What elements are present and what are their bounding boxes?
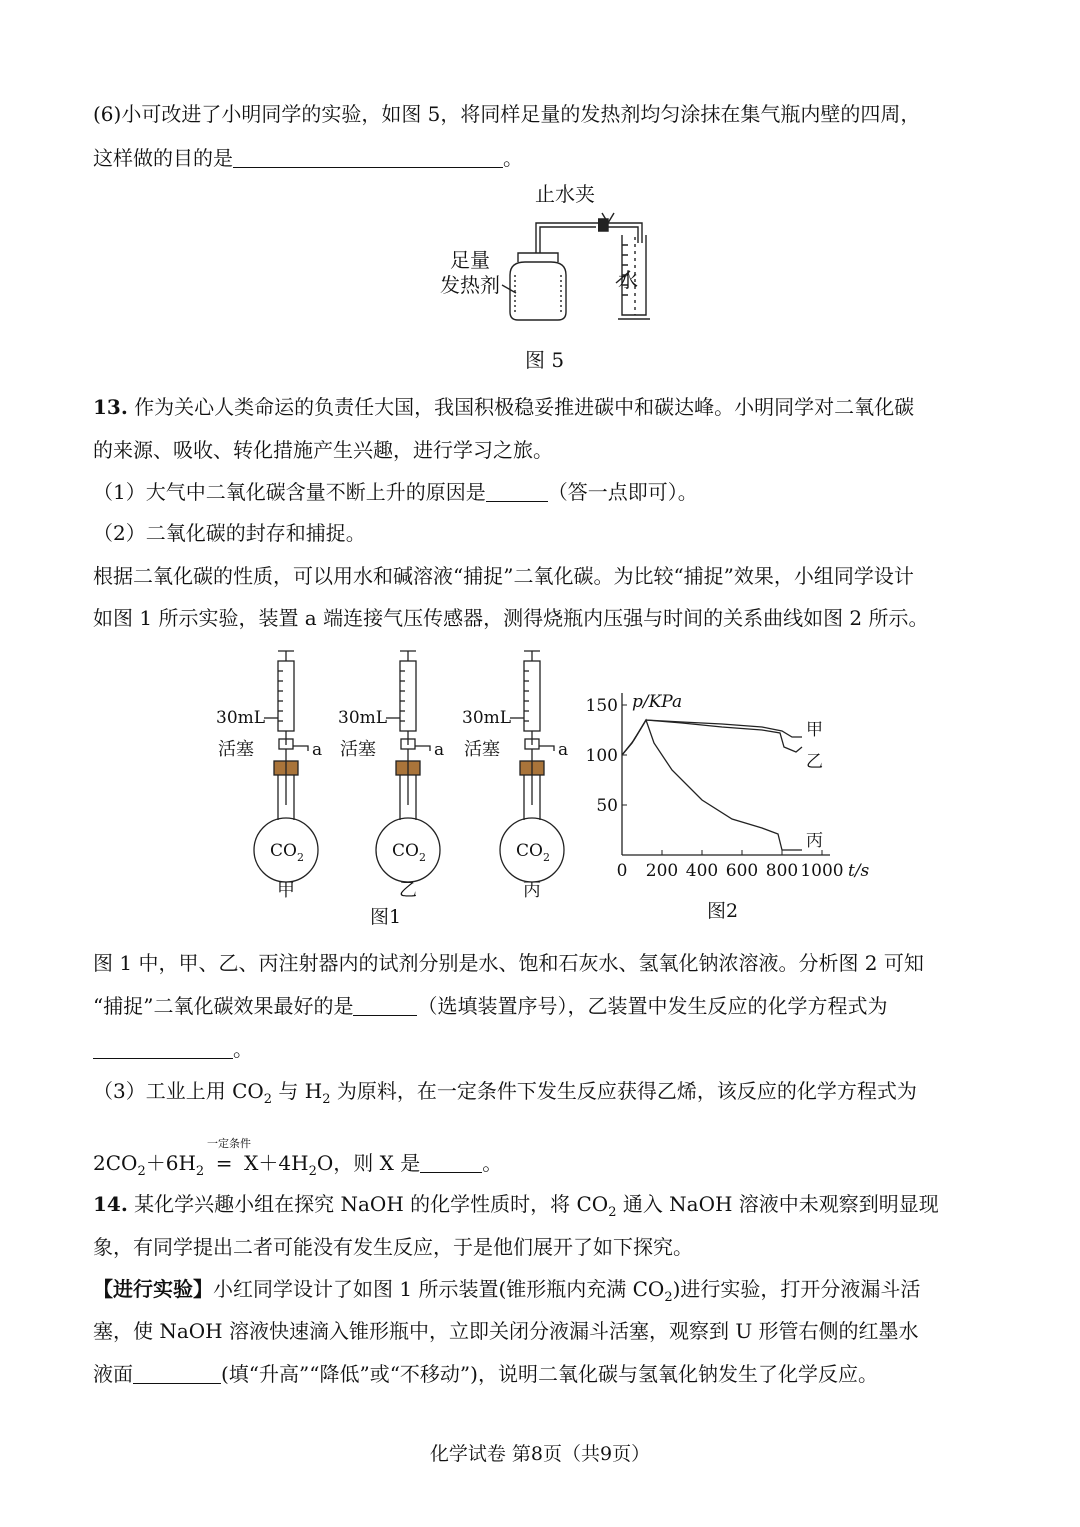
series-line-1 xyxy=(622,720,802,755)
q14-line3: 【进行实验】小红同学设计了如图 1 所示装置(锥形瓶内充满 $CO_2$)进行实验，打开分液漏斗活 xyxy=(93,1277,921,1305)
x-tick-label: 400 xyxy=(685,861,719,881)
agent-label-2: 发热剂 xyxy=(440,273,500,297)
co2-label: CO xyxy=(270,841,297,861)
q13-line5: 图 1 中，甲、乙、丙注射器内的试剂分别是水、饱和石灰水、氢氧化钠浓溶液。分析图 2 可知 xyxy=(93,951,924,975)
q13-line4: 如图 1 所示实验，装置 a 端连接气压传感器，测得烧瓶内压强与时间的关系曲线如图 2 所示。 xyxy=(93,606,929,630)
answer-blank[interactable] xyxy=(486,481,548,502)
volume-label: 30mL xyxy=(338,708,388,728)
port-a-label: a xyxy=(558,740,569,760)
water-label: 水 xyxy=(618,268,638,292)
series-label-1: 甲 xyxy=(806,720,823,740)
answer-blank[interactable] xyxy=(420,1152,482,1173)
figure-1-caption: 图1 xyxy=(370,906,402,928)
q14-line4: 塞，使 NaOH 溶液快速滴入锥形瓶中，立即关闭分液漏斗活塞，观察到 U 形管右侧的红墨水 xyxy=(93,1319,919,1343)
q12-part6-line2: 这样做的目的是 。 xyxy=(93,146,523,170)
q14-line2: 象，有同学提出二者可能没有发生反应，于是他们展开了如下探究。 xyxy=(93,1235,693,1259)
x-tick-label: 800 xyxy=(765,861,799,881)
series-label-3: 丙 xyxy=(806,831,823,851)
figure-5-caption: 图 5 xyxy=(525,348,565,372)
co2-label: CO xyxy=(516,841,543,861)
co2-label: CO xyxy=(392,841,419,861)
x-tick-label: 600 xyxy=(725,861,759,881)
q13-part2: （2）二氧化碳的封存和捕捉。 xyxy=(93,521,366,545)
q13-line1: 13. 作为关心人类命运的负责任大国，我国积极稳妥推进碳中和碳达峰。小明同学对二氧化碳 xyxy=(93,395,915,419)
figure-1 xyxy=(210,645,590,930)
page-footer: 化学试卷 第8页（共9页） xyxy=(429,1443,651,1465)
series-line-2 xyxy=(622,720,802,755)
device-label: 甲 xyxy=(277,880,295,901)
answer-blank[interactable] xyxy=(353,995,417,1016)
volume-label: 30mL xyxy=(216,708,266,728)
equation-condition: 一定条件 xyxy=(207,1137,251,1150)
q14-line1: 14. 某化学兴趣小组在探究 NaOH 的化学性质时，将 $CO_2$ 通入 NaOH 溶液中未观察到明显现 xyxy=(93,1192,939,1220)
device-label: 乙 xyxy=(399,880,417,901)
valve-label: 活塞 xyxy=(340,739,376,760)
series-line-3 xyxy=(622,720,802,850)
q12-part6-line1: (6)小可改进了小明同学的实验，如图 5，将同样足量的发热剂均匀涂抹在集气瓶内壁的四周， xyxy=(93,102,921,126)
q13-line6: “捕捉”二氧化碳效果最好的是 （选填装置序号），乙装置中发生反应的化学方程式为 xyxy=(93,994,888,1018)
valve-label: 活塞 xyxy=(218,739,254,760)
flask-apparatus-2 xyxy=(338,651,444,901)
series-label-2: 乙 xyxy=(806,752,823,772)
answer-blank[interactable] xyxy=(233,147,503,168)
volume-label: 30mL xyxy=(462,708,512,728)
clamp-label: 止水夹 xyxy=(535,182,595,206)
q14-line5: 液面 (填“升高”“降低”或“不移动”)，说明二氧化碳与氢氧化钠发生了化学反应。 xyxy=(93,1362,878,1386)
figure-2-chart xyxy=(585,685,890,930)
x-tick-label: 200 xyxy=(645,861,679,881)
agent-label-1: 足量 xyxy=(450,248,490,272)
co2-subscript: 2 xyxy=(543,851,550,864)
device-label: 丙 xyxy=(523,880,541,901)
flask-apparatus-1 xyxy=(216,651,322,901)
x-tick-label: 0 xyxy=(616,861,628,881)
q13-line2: 的来源、吸收、转化措施产生兴趣，进行学习之旅。 xyxy=(93,438,553,462)
y-tick-label: 100 xyxy=(585,746,618,766)
x-axis-label: t/s xyxy=(848,861,870,881)
q13-part3: （3）工业上用 $CO_2$ 与 $H_2$ 为原料，在一定条件下发生反应获得乙烯，该反应的化学方程式为 xyxy=(93,1079,917,1107)
y-tick-label: 50 xyxy=(596,796,618,816)
figure-5 xyxy=(430,175,680,375)
port-a-label: a xyxy=(312,740,323,760)
port-a-label: a xyxy=(434,740,445,760)
x-tick-label: 1000 xyxy=(800,861,844,881)
figure-2-caption: 图2 xyxy=(707,900,739,922)
y-axis-label: p/KPa xyxy=(632,692,683,712)
co2-subscript: 2 xyxy=(297,851,304,864)
q13-line7: 。 xyxy=(93,1036,253,1062)
q13-line3: 根据二氧化碳的性质，可以用水和碱溶液“捕捉”二氧化碳。为比较“捕捉”效果，小组同学设计 xyxy=(93,564,914,588)
y-tick-label: 150 xyxy=(585,696,618,716)
q13-equation: $2CO_2+6H_2 = X+4H_2O$，则 X 是 。 xyxy=(93,1151,503,1179)
q13-part1: （1）大气中二氧化碳含量不断上升的原因是 （答一点即可）。 xyxy=(93,480,698,504)
answer-blank[interactable] xyxy=(133,1363,221,1384)
answer-blank[interactable] xyxy=(93,1038,233,1059)
flask-apparatus-3 xyxy=(462,651,568,901)
valve-label: 活塞 xyxy=(464,739,500,760)
co2-subscript: 2 xyxy=(419,851,426,864)
